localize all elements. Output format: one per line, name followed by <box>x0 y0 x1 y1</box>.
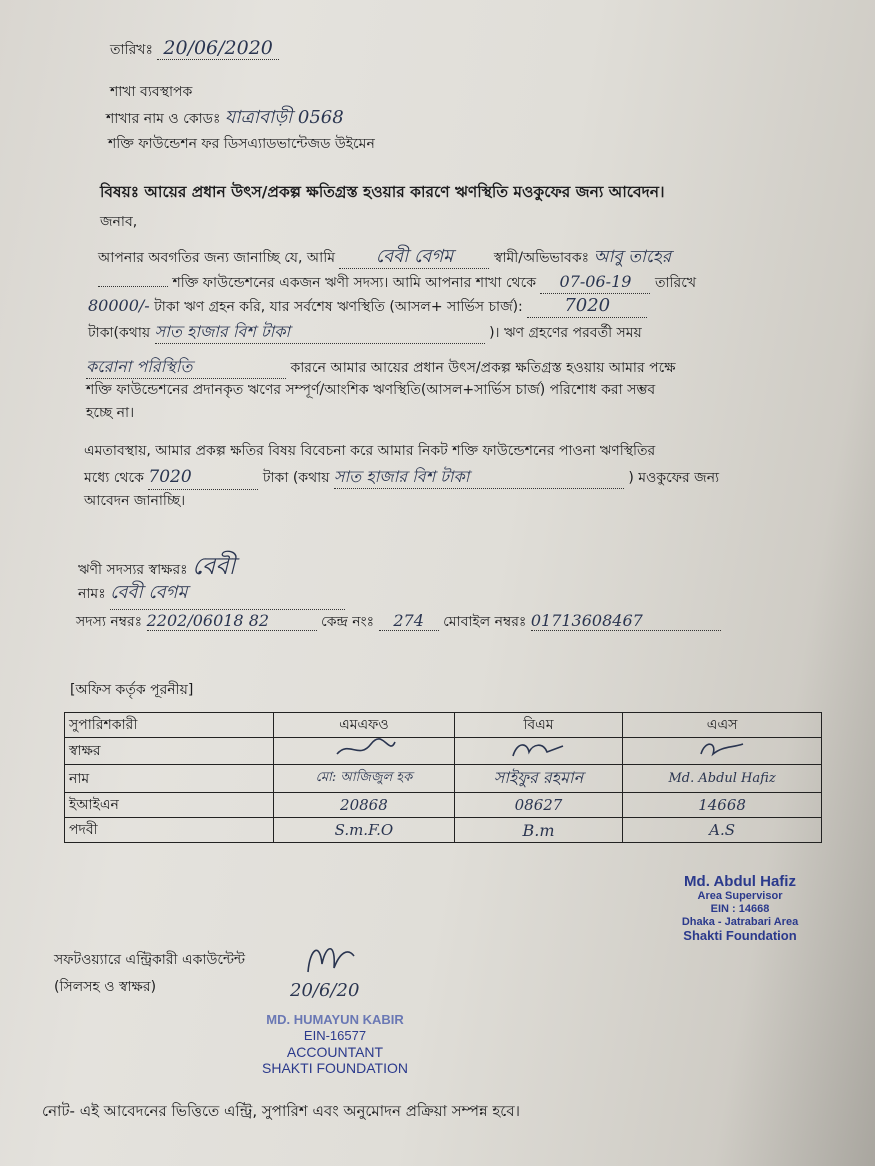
text: টাকা ঋণ গ্রহন করি, যার সর্বশেষ ঋণস্থিতি (আসল+ সার্ভিস চার্জ): <box>154 299 523 315</box>
text: স্বামী/অভিভাবকঃ <box>493 250 590 266</box>
header-cell: এমএফও <box>274 713 455 738</box>
office-use-title: [অফিস কর্তৃক পূরনীয়] <box>70 682 194 698</box>
stamp-name: Md. Abdul Hafiz <box>684 873 796 890</box>
name-label: নামঃ <box>78 586 106 602</box>
accountant-label: সফটওয়্যারে এন্ট্রিকারী একাউন্টেন্ট <box>54 952 246 968</box>
body-line-9 <box>84 465 719 490</box>
header-cell: সুপারিশকারী <box>65 713 274 738</box>
stamp-ein: EIN-16577 <box>303 1028 367 1043</box>
guardian-hand: আবু তাহের <box>593 247 672 267</box>
member-name-hand: বেবী বেগম <box>339 245 489 269</box>
subject-line: বিষয়ঃ আয়ের প্রধান উৎস/প্রকল্প ক্ষতিগ্রস্ত হওয়ার কারণে ঋণস্থিতি মওকুফের জন্য আবেদন। <box>100 183 665 201</box>
signature-cell <box>454 738 622 765</box>
table-row <box>65 765 822 793</box>
reason-hand: করোনা পরিস্থিতি <box>86 355 286 379</box>
body-line-4 <box>88 320 642 345</box>
body-line-10: আবেদন জানাচ্ছি। <box>84 493 186 509</box>
footer-note: নোট- এই আবেদনের ভিত্তিতে এন্ট্রি, সুপারিশ এবং অনুমোদন প্রক্রিয়া সম্পন্ন হবে। <box>42 1102 520 1120</box>
table-row <box>65 818 822 843</box>
applicant-ids-line <box>76 610 721 634</box>
branch-value: যাত্রাবাড়ী 0568 <box>224 107 344 128</box>
loan-date-hand: 07-06-19 <box>540 270 650 294</box>
as-ein: 14668 <box>623 793 822 818</box>
header-cell: বিএম <box>454 713 622 738</box>
waive-amount-hand: 7020 <box>148 466 258 490</box>
accountant-stamp <box>230 1012 440 1076</box>
branch-label: শাখার নাম ও কোডঃ <box>106 111 221 127</box>
branch-line <box>106 103 344 134</box>
office-table <box>64 712 822 843</box>
bm-signature <box>503 738 573 760</box>
loan-amount-hand: 80000/- <box>88 296 150 315</box>
balance-words-hand: সাত হাজার বিশ টাকা <box>155 320 485 344</box>
accountant-sub-label: (সিলসহ ও স্বাক্ষর) <box>54 979 157 995</box>
member-no-hand: 2202/06018 82 <box>147 611 317 631</box>
stamp-title: ACCOUNTANT <box>286 1044 384 1060</box>
text: টাকা (কথায় <box>262 470 330 486</box>
salutation: জনাব, <box>100 214 138 230</box>
row-label: স্বাক্ষর <box>65 738 274 765</box>
waive-words-hand: সাত হাজার বিশ টাকা <box>334 465 624 489</box>
as-name: Md. Abdul Hafiz <box>623 765 822 793</box>
mobile-hand: 01713608467 <box>531 611 721 631</box>
stamp-ein: EIN : 14668 <box>710 903 770 915</box>
text: টাকা(কথায় <box>88 325 151 341</box>
row-label: নাম <box>65 765 274 793</box>
bm-name: সাইফুর রহমান <box>454 765 622 793</box>
date-label: তারিখঃ <box>110 42 153 58</box>
balance-hand: 7020 <box>527 294 647 318</box>
body-line-5 <box>86 355 676 380</box>
row-label: পদবী <box>65 818 274 843</box>
applicant-signature: বেবী <box>192 552 236 580</box>
supervisor-stamp <box>640 873 840 942</box>
body-line-2 <box>98 270 696 295</box>
signature-label: ঋণী সদস্যর স্বাক্ষরঃ <box>78 562 188 578</box>
body-line-6: শক্তি ফাউন্ডেশনের প্রদানকৃত ঋণের সম্পূর্ণ/আংশিক ঋণস্থিতি(আসল+সার্ভিস চার্জ) পরিশোধ করা সম্ভব <box>86 382 656 398</box>
accountant-date-hand: 20/6/20 <box>290 980 360 1001</box>
signature-cell <box>274 738 455 765</box>
table-row <box>65 793 822 818</box>
text: তারিখে <box>654 275 697 291</box>
body-line-1 <box>98 245 671 270</box>
text: )। ঋণ গ্রহণের পরবর্তী সময় <box>489 325 642 341</box>
applicant-name-hand: বেবী বেগম <box>110 578 345 610</box>
signature-cell <box>623 738 822 765</box>
text: মধ্যে থেকে <box>84 470 144 486</box>
bm-ein: 08627 <box>454 793 622 818</box>
body-line-7: হচ্ছে না। <box>86 405 135 421</box>
stamp-org: SHAKTI FOUNDATION <box>262 1060 408 1076</box>
text: কারনে আমার আয়ের প্রধান উৎস/প্রকল্প ক্ষতিগ্রস্ত হওয়ায় আমার পক্ষে <box>290 360 676 376</box>
stamp-org: Shakti Foundation <box>683 928 797 943</box>
body-line-3 <box>88 294 647 319</box>
recipient: শাখা ব্যবস্থাপক <box>110 84 193 100</box>
text: ) মওকুফের জন্য <box>628 470 720 486</box>
mfo-name: মো: আজিজুল হক <box>274 765 455 793</box>
member-no-label: সদস্য নম্বরঃ <box>76 614 143 630</box>
text: আপনার অবগতির জন্য জানাচ্ছি যে, আমি <box>98 250 336 266</box>
table-row <box>65 738 822 765</box>
row-label: ইআইএন <box>65 793 274 818</box>
stamp-area: Dhaka - Jatrabari Area <box>681 916 799 928</box>
center-label: কেন্দ্র নংঃ <box>321 614 375 630</box>
stamp-name: MD. HUMAYUN KABIR <box>266 1012 404 1027</box>
bm-designation: B.m <box>454 818 622 843</box>
stamp-title: Area Supervisor <box>697 890 783 902</box>
date-value: 20/06/2020 <box>157 37 279 60</box>
center-no-hand: 274 <box>379 611 439 631</box>
mobile-label: মোবাইল নম্বরঃ <box>443 614 527 630</box>
mfo-designation: S.m.F.O <box>274 818 455 843</box>
organization: শক্তি ফাউন্ডেশন ফর ডিসএ্যাডভান্টেজড উইমেন <box>108 136 375 152</box>
mfo-ein: 20868 <box>274 793 455 818</box>
body-line-8: এমতাবস্থায়, আমার প্রকল্প ক্ষতির বিষয় বিবেচনা করে আমার নিকট শক্তি ফাউন্ডেশনের পাওনা ঋণস্থিতির <box>84 443 656 459</box>
mfo-signature <box>329 738 399 760</box>
applicant-name-line <box>78 578 345 610</box>
accountant-signature <box>300 938 360 978</box>
text: শক্তি ফাউন্ডেশনের একজন ঋণী সদস্য। আমি আপনার শাখা থেকে <box>172 275 537 291</box>
date-line <box>110 37 279 62</box>
header-cell: এএস <box>623 713 822 738</box>
dotted-blank <box>98 286 168 287</box>
table-row <box>65 713 822 738</box>
as-signature <box>687 738 757 760</box>
as-designation: A.S <box>623 818 822 843</box>
